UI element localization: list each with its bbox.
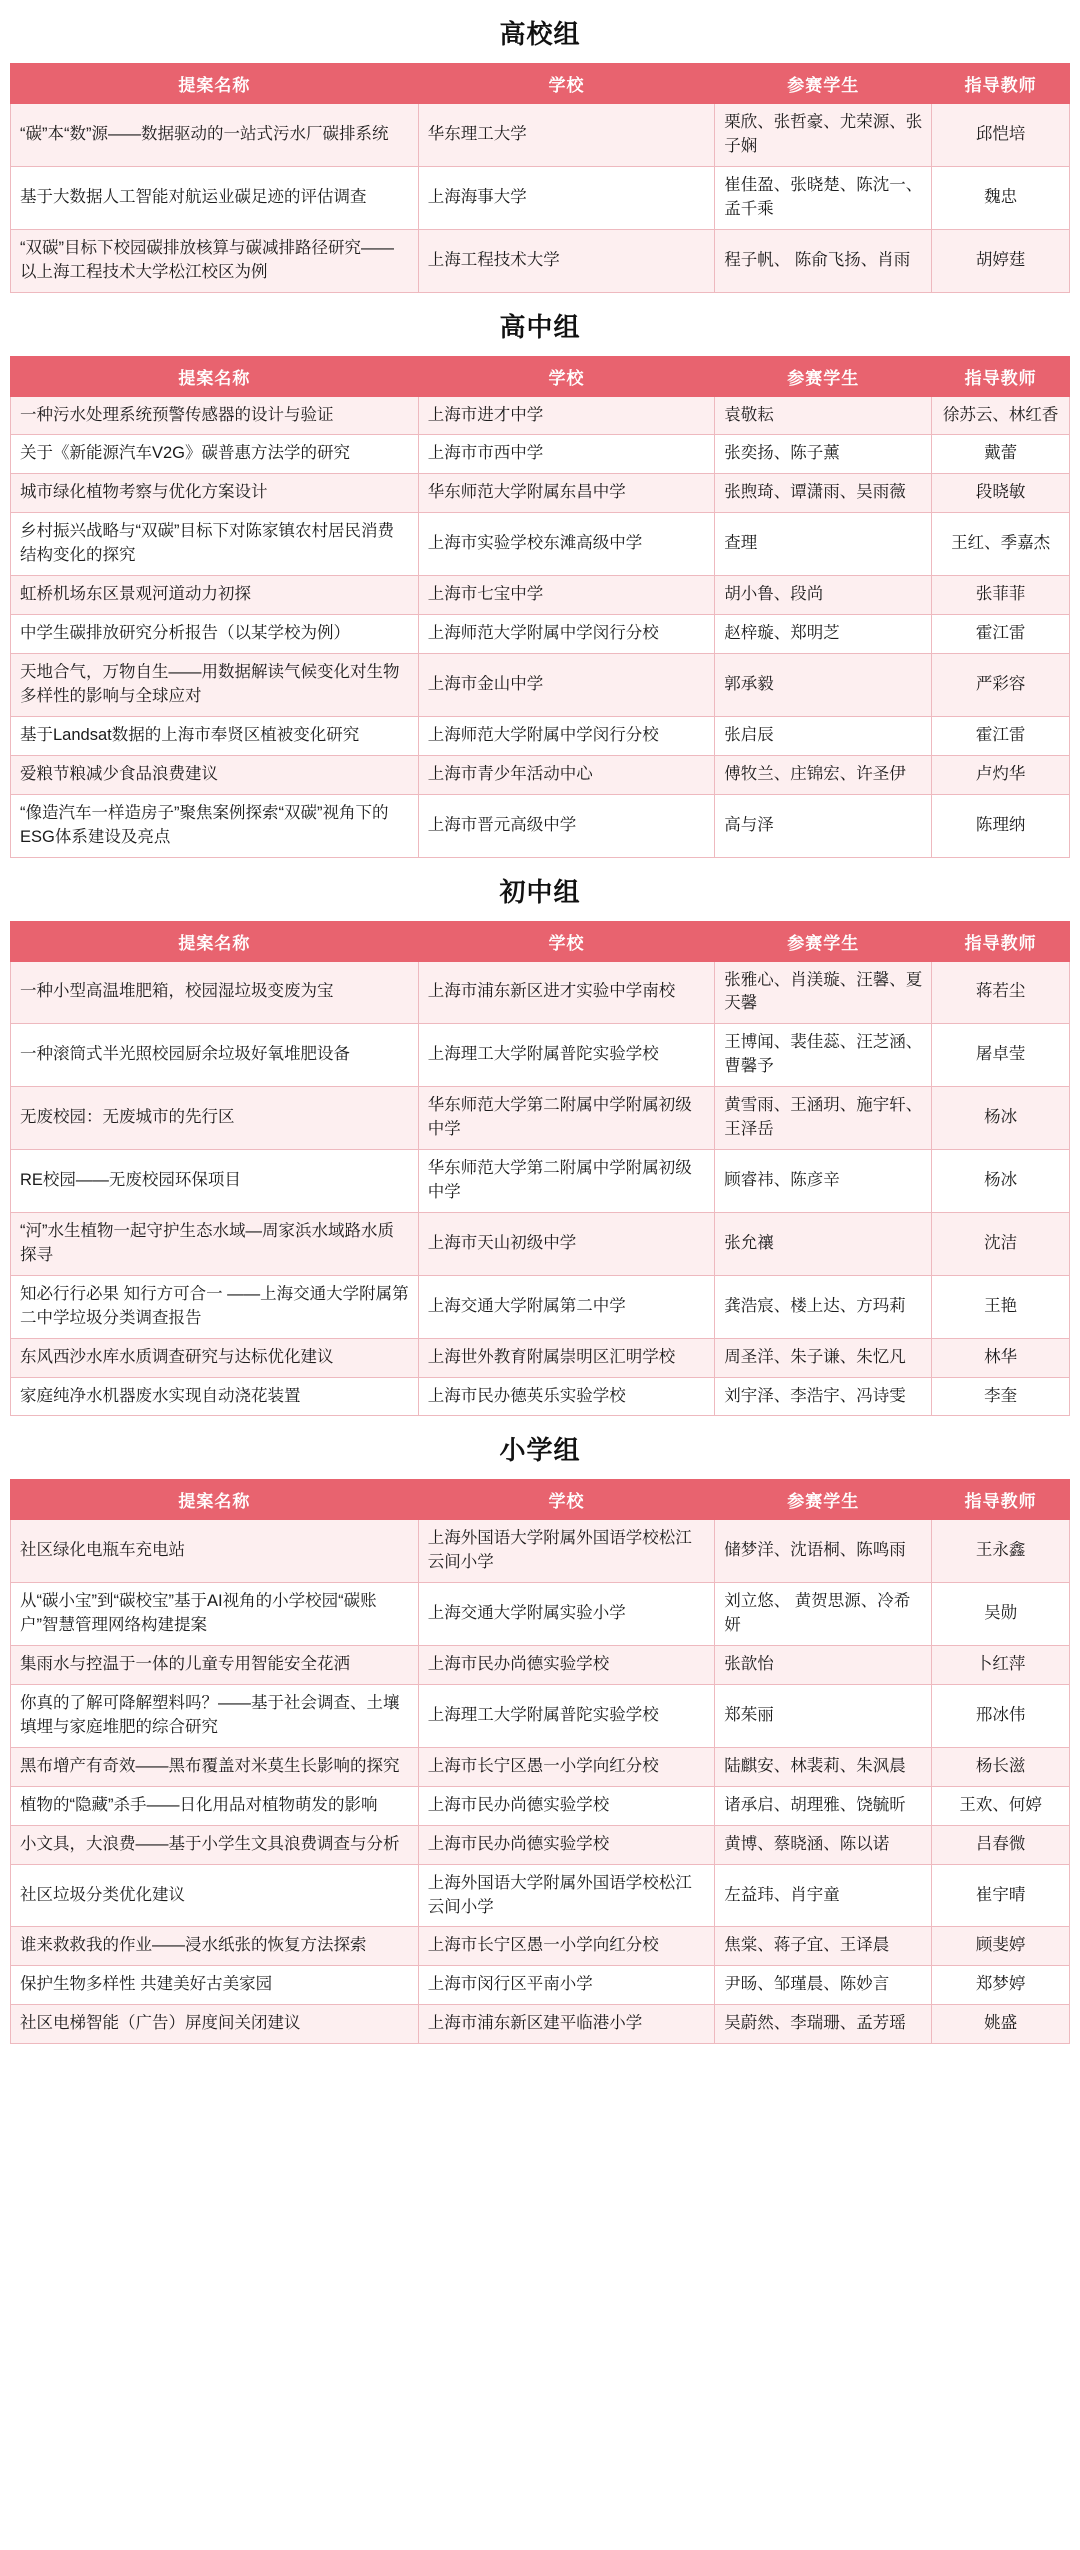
students-cell: 刘立悠、 黄贺思源、冷希妍 <box>715 1583 932 1646</box>
column-header-school: 学校 <box>418 64 715 104</box>
school-cell: 上海师范大学附属中学闵行分校 <box>418 615 715 654</box>
proposal-title-cell: 爱粮节粮减少食品浪费建议 <box>11 755 419 794</box>
table-row <box>11 576 1070 615</box>
proposal-title-cell: 社区垃圾分类优化建议 <box>11 1864 419 1927</box>
school-cell: 上海理工大学附属普陀实验学校 <box>418 1685 715 1748</box>
proposal-title-cell: 保护生物多样性 共建美好古美家园 <box>11 1966 419 2005</box>
proposal-title-cell: 基于Landsat数据的上海市奉贤区植被变化研究 <box>11 716 419 755</box>
teacher-cell: 崔宇晴 <box>932 1864 1070 1927</box>
group-title: 初中组 <box>499 876 581 907</box>
column-header-title: 提案名称 <box>11 921 419 961</box>
teacher-cell: 杨冰 <box>932 1150 1070 1213</box>
proposal-title-cell: 黑布增产有奇效——黑布覆盖对米莫生长影响的探究 <box>11 1747 419 1786</box>
students-cell: 查理 <box>715 513 932 576</box>
proposal-title-cell: 关于《新能源汽车V2G》碳普惠方法学的研究 <box>11 435 419 474</box>
column-header-teacher: 指导教师 <box>932 921 1070 961</box>
table-row <box>11 1275 1070 1338</box>
proposal-title-cell: 社区绿化电瓶车充电站 <box>11 1520 419 1583</box>
teacher-cell: 霍江雷 <box>932 615 1070 654</box>
teacher-cell: 卢灼华 <box>932 755 1070 794</box>
teacher-cell: 徐苏云、林红香 <box>932 396 1070 435</box>
school-cell: 上海外国语大学附属外国语学校松江云间小学 <box>418 1520 715 1583</box>
teacher-cell: 王艳 <box>932 1275 1070 1338</box>
teacher-cell: 魏忠 <box>932 166 1070 229</box>
table-row <box>11 1150 1070 1213</box>
proposal-title-cell: 谁来救救我的作业——浸水纸张的恢复方法探索 <box>11 1927 419 1966</box>
proposal-title-cell: 你真的了解可降解塑料吗？——基于社会调查、土壤填埋与家庭堆肥的综合研究 <box>11 1685 419 1748</box>
proposal-title-cell: “双碳”目标下校园碳排放核算与碳减排路径研究——以上海工程技术大学松江校区为例 <box>11 229 419 292</box>
proposal-title-cell: “碳”本“数”源——数据驱动的一站式污水厂碳排系统 <box>11 104 419 167</box>
students-cell: 诸承启、胡理雅、饶毓昕 <box>715 1786 932 1825</box>
proposal-title-cell: 乡村振兴战略与“双碳”目标下对陈家镇农村居民消费结构变化的探究 <box>11 513 419 576</box>
table-row <box>11 653 1070 716</box>
table-row <box>11 435 1070 474</box>
proposal-title-cell: “像造汽车一样造房子”聚焦案例探索“双碳”视角下的ESG体系建设及亮点 <box>11 794 419 857</box>
column-header-teacher: 指导教师 <box>932 1480 1070 1520</box>
teacher-cell: 蒋若尘 <box>932 961 1070 1024</box>
teacher-cell: 霍江雷 <box>932 716 1070 755</box>
column-header-students: 参赛学生 <box>715 1480 932 1520</box>
teacher-cell: 卜红萍 <box>932 1646 1070 1685</box>
teacher-cell: 邱恺培 <box>932 104 1070 167</box>
table-row <box>11 1520 1070 1583</box>
column-header-students: 参赛学生 <box>715 921 932 961</box>
column-header-students: 参赛学生 <box>715 64 932 104</box>
proposal-title-cell: “河”水生植物一起守护生态水域—周家浜水域路水质探寻 <box>11 1212 419 1275</box>
students-cell: 黄博、蔡晓涵、陈以诺 <box>715 1825 932 1864</box>
table-row <box>11 1864 1070 1927</box>
table-row <box>11 1024 1070 1087</box>
students-cell: 郭承毅 <box>715 653 932 716</box>
proposal-title-cell: 集雨水与控温于一体的儿童专用智能安全花洒 <box>11 1646 419 1685</box>
column-header-title: 提案名称 <box>11 1480 419 1520</box>
students-cell: 陆麒安、林裴莉、朱沨晨 <box>715 1747 932 1786</box>
school-cell: 上海市民办尚德实验学校 <box>418 1786 715 1825</box>
students-cell: 王博闻、裴佳蕊、汪芝涵、曹馨予 <box>715 1024 932 1087</box>
teacher-cell: 屠卓莹 <box>932 1024 1070 1087</box>
teacher-cell: 王红、季嘉杰 <box>932 513 1070 576</box>
teacher-cell: 张菲菲 <box>932 576 1070 615</box>
group-section <box>10 858 1070 1417</box>
proposal-title-cell: 植物的“隐藏”杀手——日化用品对植物萌发的影响 <box>11 1786 419 1825</box>
column-header-teacher: 指导教师 <box>932 64 1070 104</box>
school-cell: 华东理工大学 <box>418 104 715 167</box>
school-cell: 上海市七宝中学 <box>418 576 715 615</box>
column-header-school: 学校 <box>418 356 715 396</box>
students-cell: 刘宇泽、李浩宇、冯诗雯 <box>715 1377 932 1416</box>
proposal-title-cell: 中学生碳排放研究分析报告（以某学校为例） <box>11 615 419 654</box>
groups-container <box>10 0 1070 2044</box>
school-cell: 上海市晋元高级中学 <box>418 794 715 857</box>
teacher-cell: 胡婷莛 <box>932 229 1070 292</box>
column-header-school: 学校 <box>418 921 715 961</box>
table-row <box>11 104 1070 167</box>
proposal-title-cell: 知必行行必果 知行方可合一 ——上海交通大学附属第二中学垃圾分类调查报告 <box>11 1275 419 1338</box>
proposal-title-cell: 一种小型高温堆肥箱，校园湿垃圾变废为宝 <box>11 961 419 1024</box>
school-cell: 上海工程技术大学 <box>418 229 715 292</box>
teacher-cell: 吴勋 <box>932 1583 1070 1646</box>
students-cell: 张奕扬、陈子薰 <box>715 435 932 474</box>
students-cell: 郑茱丽 <box>715 1685 932 1748</box>
proposal-title-cell: 从“碳小宝”到“碳校宝”基于AI视角的小学校园“碳账户”智慧管理网络构建提案 <box>11 1583 419 1646</box>
school-cell: 上海理工大学附属普陀实验学校 <box>418 1024 715 1087</box>
table-row <box>11 474 1070 513</box>
school-cell: 上海市浦东新区进才实验中学南校 <box>418 961 715 1024</box>
proposals-table <box>10 63 1070 293</box>
students-cell: 高与泽 <box>715 794 932 857</box>
proposals-table <box>10 921 1070 1417</box>
teacher-cell: 段晓敏 <box>932 474 1070 513</box>
students-cell: 周圣洋、朱子谦、朱忆凡 <box>715 1338 932 1377</box>
teacher-cell: 邢冰伟 <box>932 1685 1070 1748</box>
proposal-title-cell: 一种污水处理系统预警传感器的设计与验证 <box>11 396 419 435</box>
school-cell: 上海市长宁区愚一小学向红分校 <box>418 1927 715 1966</box>
group-title: 小学组 <box>499 1435 581 1466</box>
table-row <box>11 1377 1070 1416</box>
proposal-title-cell: 虹桥机场东区景观河道动力初探 <box>11 576 419 615</box>
table-row <box>11 961 1070 1024</box>
proposal-title-cell: 社区电梯智能（广告）屏度间关闭建议 <box>11 2005 419 2044</box>
teacher-cell: 姚盛 <box>932 2005 1070 2044</box>
school-cell: 上海市民办尚德实验学校 <box>418 1825 715 1864</box>
students-cell: 黄雪雨、王涵玥、施宇轩、王泽岳 <box>715 1087 932 1150</box>
table-row <box>11 716 1070 755</box>
teacher-cell: 王永鑫 <box>932 1520 1070 1583</box>
table-row <box>11 755 1070 794</box>
school-cell: 上海市长宁区愚一小学向红分校 <box>418 1747 715 1786</box>
table-row <box>11 1646 1070 1685</box>
students-cell: 张启辰 <box>715 716 932 755</box>
column-header-school: 学校 <box>418 1480 715 1520</box>
proposals-table <box>10 356 1070 858</box>
students-cell: 袁敬耘 <box>715 396 932 435</box>
column-header-students: 参赛学生 <box>715 356 932 396</box>
students-cell: 赵梓璇、郑明芝 <box>715 615 932 654</box>
school-cell: 上海市青少年活动中心 <box>418 755 715 794</box>
students-cell: 傅牧兰、庄锦宏、许圣伊 <box>715 755 932 794</box>
table-header-row <box>11 921 1070 961</box>
school-cell: 上海市民办尚德实验学校 <box>418 1646 715 1685</box>
table-row <box>11 794 1070 857</box>
proposal-title-cell: 一种滚筒式半光照校园厨余垃圾好氧堆肥设备 <box>11 1024 419 1087</box>
column-header-teacher: 指导教师 <box>932 356 1070 396</box>
school-cell: 上海市实验学校东滩高级中学 <box>418 513 715 576</box>
school-cell: 上海师范大学附属中学闵行分校 <box>418 716 715 755</box>
school-cell: 上海市进才中学 <box>418 396 715 435</box>
table-row <box>11 513 1070 576</box>
column-header-title: 提案名称 <box>11 64 419 104</box>
table-row <box>11 166 1070 229</box>
table-row <box>11 1087 1070 1150</box>
students-cell: 吴蔚然、李瑞珊、孟芳瑶 <box>715 2005 932 2044</box>
table-row <box>11 1966 1070 2005</box>
students-cell: 张煦琦、谭潇雨、吴雨薇 <box>715 474 932 513</box>
teacher-cell: 杨冰 <box>932 1087 1070 1150</box>
table-row <box>11 1786 1070 1825</box>
students-cell: 程子帆、 陈俞飞扬、肖雨 <box>715 229 932 292</box>
teacher-cell: 郑梦婷 <box>932 1966 1070 2005</box>
group-section <box>10 1416 1070 2044</box>
table-row <box>11 1583 1070 1646</box>
school-cell: 上海市民办德英乐实验学校 <box>418 1377 715 1416</box>
school-cell: 上海市浦东新区建平临港小学 <box>418 2005 715 2044</box>
teacher-cell: 杨长滋 <box>932 1747 1070 1786</box>
school-cell: 华东师范大学第二附属中学附属初级中学 <box>418 1150 715 1213</box>
group-title: 高校组 <box>499 19 581 49</box>
school-cell: 上海交通大学附属第二中学 <box>418 1275 715 1338</box>
teacher-cell: 顾斐婷 <box>932 1927 1070 1966</box>
school-cell: 上海海事大学 <box>418 166 715 229</box>
school-cell: 上海市闵行区平南小学 <box>418 1966 715 2005</box>
students-cell: 顾睿祎、陈彦辛 <box>715 1150 932 1213</box>
students-cell: 龚浩宸、楼上达、方玛莉 <box>715 1275 932 1338</box>
table-row <box>11 1212 1070 1275</box>
proposals-table <box>10 1479 1070 2044</box>
students-cell: 崔佳盈、张晓楚、陈沈一、孟千乘 <box>715 166 932 229</box>
table-row <box>11 615 1070 654</box>
table-row <box>11 396 1070 435</box>
school-cell: 上海市金山中学 <box>418 653 715 716</box>
school-cell: 华东师范大学第二附属中学附属初级中学 <box>418 1087 715 1150</box>
group-title: 高中组 <box>499 311 581 342</box>
students-cell: 左益玮、肖宇童 <box>715 1864 932 1927</box>
proposal-title-cell: 家庭纯净水机器废水实现自动浇花装置 <box>11 1377 419 1416</box>
students-cell: 栗欣、张哲豪、尤荣源、张子娴 <box>715 104 932 167</box>
teacher-cell: 王欢、何婷 <box>932 1786 1070 1825</box>
school-cell: 上海市市西中学 <box>418 435 715 474</box>
table-row <box>11 1927 1070 1966</box>
table-row <box>11 1338 1070 1377</box>
table-row <box>11 229 1070 292</box>
table-row <box>11 1825 1070 1864</box>
school-cell: 华东师范大学附属东昌中学 <box>418 474 715 513</box>
school-cell: 上海世外教育附属崇明区汇明学校 <box>418 1338 715 1377</box>
table-header-row <box>11 64 1070 104</box>
proposal-title-cell: 基于大数据人工智能对航运业碳足迹的评估调查 <box>11 166 419 229</box>
teacher-cell: 严彩容 <box>932 653 1070 716</box>
group-section <box>10 293 1070 858</box>
teacher-cell: 陈理纳 <box>932 794 1070 857</box>
teacher-cell: 吕春微 <box>932 1825 1070 1864</box>
proposal-title-cell: 城市绿化植物考察与优化方案设计 <box>11 474 419 513</box>
students-cell: 胡小鲁、段尚 <box>715 576 932 615</box>
proposal-title-cell: 东风西沙水库水质调查研究与达标优化建议 <box>11 1338 419 1377</box>
table-row <box>11 1685 1070 1748</box>
teacher-cell: 李奎 <box>932 1377 1070 1416</box>
students-cell: 储梦洋、沈语桐、陈鸣雨 <box>715 1520 932 1583</box>
school-cell: 上海外国语大学附属外国语学校松江云间小学 <box>418 1864 715 1927</box>
school-cell: 上海交通大学附属实验小学 <box>418 1583 715 1646</box>
students-cell: 张允禳 <box>715 1212 932 1275</box>
teacher-cell: 沈洁 <box>932 1212 1070 1275</box>
proposal-title-cell: RE校园——无废校园环保项目 <box>11 1150 419 1213</box>
proposal-title-cell: 小文具，大浪费——基于小学生文具浪费调查与分析 <box>11 1825 419 1864</box>
students-cell: 焦棠、蒋子宜、王译晨 <box>715 1927 932 1966</box>
students-cell: 张歆怡 <box>715 1646 932 1685</box>
teacher-cell: 林华 <box>932 1338 1070 1377</box>
school-cell: 上海市天山初级中学 <box>418 1212 715 1275</box>
group-section <box>10 0 1070 293</box>
column-header-title: 提案名称 <box>11 356 419 396</box>
students-cell: 尹旸、邹瑾晨、陈妙言 <box>715 1966 932 2005</box>
table-header-row <box>11 1480 1070 1520</box>
proposal-title-cell: 无废校园：无废城市的先行区 <box>11 1087 419 1150</box>
students-cell: 张雅心、肖渼璇、汪馨、夏天馨 <box>715 961 932 1024</box>
teacher-cell: 戴蕾 <box>932 435 1070 474</box>
table-header-row <box>11 356 1070 396</box>
proposal-title-cell: 天地合气，万物自生——用数据解读气候变化对生物多样性的影响与全球应对 <box>11 653 419 716</box>
table-row <box>11 1747 1070 1786</box>
table-row <box>11 2005 1070 2044</box>
